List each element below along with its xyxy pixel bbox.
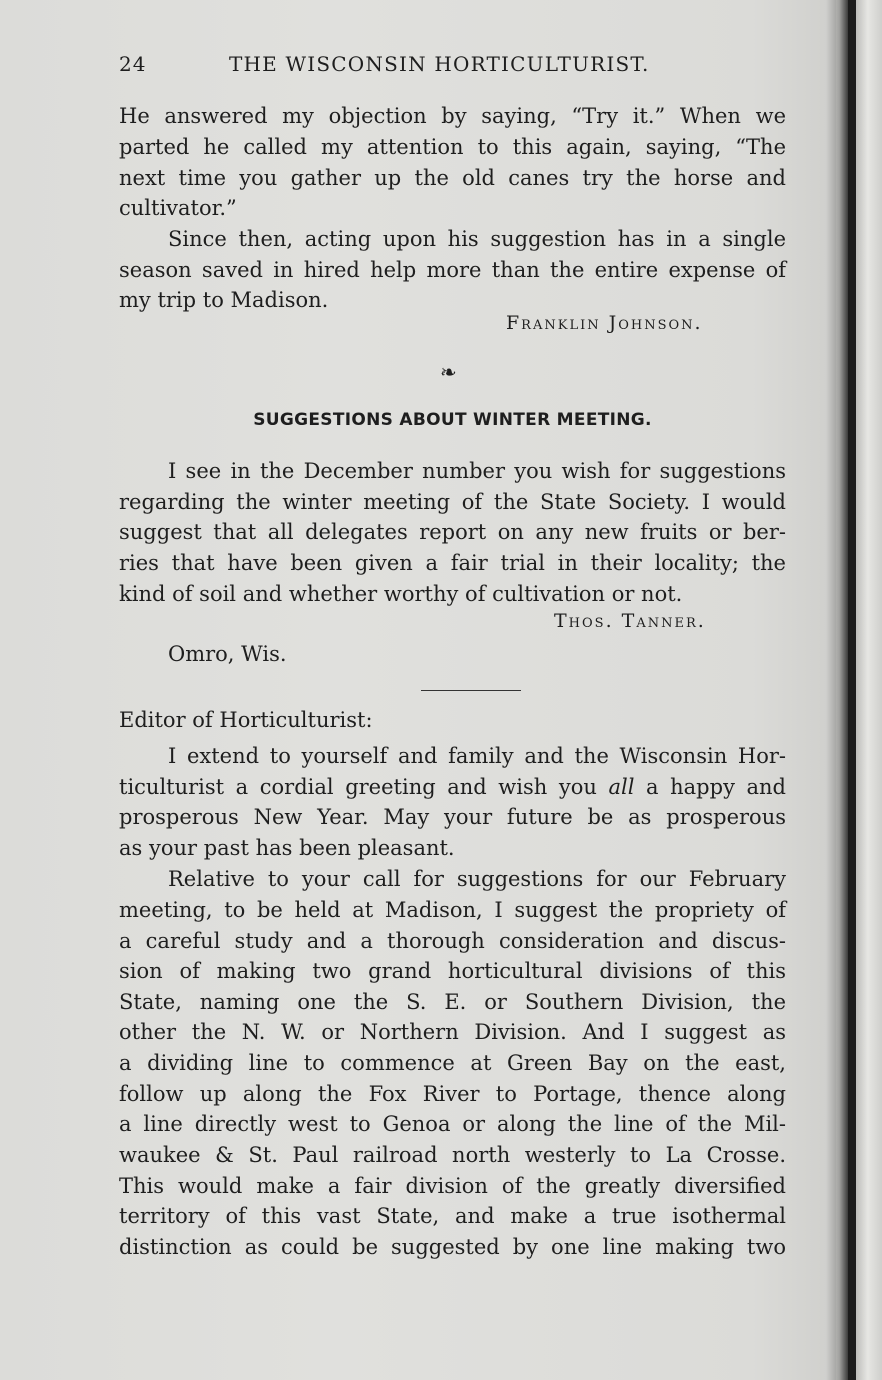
facing-page-edge <box>856 0 882 1380</box>
body-line: sion of making two grand horticultural divisions of this <box>119 959 786 983</box>
body-line <box>119 772 786 802</box>
book-spine <box>848 0 856 1380</box>
body-line: as your past has been pleasant. <box>119 836 455 860</box>
body-text: a happy and <box>634 775 786 799</box>
body-line: Since then, acting upon his suggestion has in a single <box>168 227 786 251</box>
body-line: I extend to yourself and family and the Wisconsin Hor- <box>168 744 786 768</box>
body-line: my trip to Madison. <box>119 288 329 312</box>
italic-word: all <box>608 775 635 799</box>
body-line: This would make a fair division of the greatly diversified <box>119 1174 786 1198</box>
running-title: THE WISCONSIN HORTICULTURIST. <box>229 52 650 76</box>
body-line: next time you gather up the old canes try the horse and <box>119 166 786 190</box>
page-number: 24 <box>119 52 147 76</box>
fleuron-ornament: ❧ <box>440 360 457 384</box>
body-line: ries that have been given a fair trial in their locality; the <box>119 551 786 575</box>
body-line: distinction as could be suggested by one line making two <box>119 1235 786 1259</box>
body-line: waukee & St. Paul railroad north westerly to La Crosse. <box>119 1143 786 1167</box>
place-line: Omro, Wis. <box>168 642 287 666</box>
body-line: meeting, to be held at Madison, I suggest the propriety of <box>119 898 786 922</box>
body-line: a dividing line to commence at Green Bay on the east, <box>119 1051 786 1075</box>
body-line: follow up along the Fox River to Portage, thence along <box>119 1082 786 1106</box>
body-line: State, naming one the S. E. or Southern Division, the <box>119 990 786 1014</box>
body-line: other the N. W. or Northern Division. And I suggest as <box>119 1020 786 1044</box>
body-line: a line directly west to Genoa or along the line of the Mil- <box>119 1112 786 1136</box>
body-line: season saved in hired help more than the entire expense of <box>119 258 786 282</box>
body-line: He answered my objection by saying, “Try it.” When we <box>119 104 786 128</box>
body-line: suggest that all delegates report on any new fruits or ber- <box>119 520 786 544</box>
section-heading: SUGGESTIONS ABOUT WINTER MEETING. <box>253 410 652 430</box>
salutation: Editor of Horticulturist: <box>119 708 373 732</box>
body-line: I see in the December number you wish for suggestions <box>168 459 786 483</box>
signature-thos-tanner: Thos. Tanner. <box>554 610 706 632</box>
body-line: regarding the winter meeting of the State Society. I would <box>119 490 786 514</box>
body-line: parted he called my attention to this again, saying, “The <box>119 135 786 159</box>
body-line: kind of soil and whether worthy of cultivation or not. <box>119 582 683 606</box>
signature-franklin-johnson: Franklin Johnson. <box>506 312 703 334</box>
body-line: cultivator.” <box>119 196 237 220</box>
divider-rule <box>421 690 521 691</box>
body-line: Relative to your call for suggestions for our February <box>168 867 786 891</box>
body-line: territory of this vast State, and make a true isothermal <box>119 1204 786 1228</box>
gutter-shadow <box>826 0 848 1380</box>
body-line: prosperous New Year. May your future be as prosperous <box>119 805 786 829</box>
body-line: a careful study and a thorough consideration and discus- <box>119 929 786 953</box>
body-text: ticulturist a cordial greeting and wish you <box>119 775 609 799</box>
